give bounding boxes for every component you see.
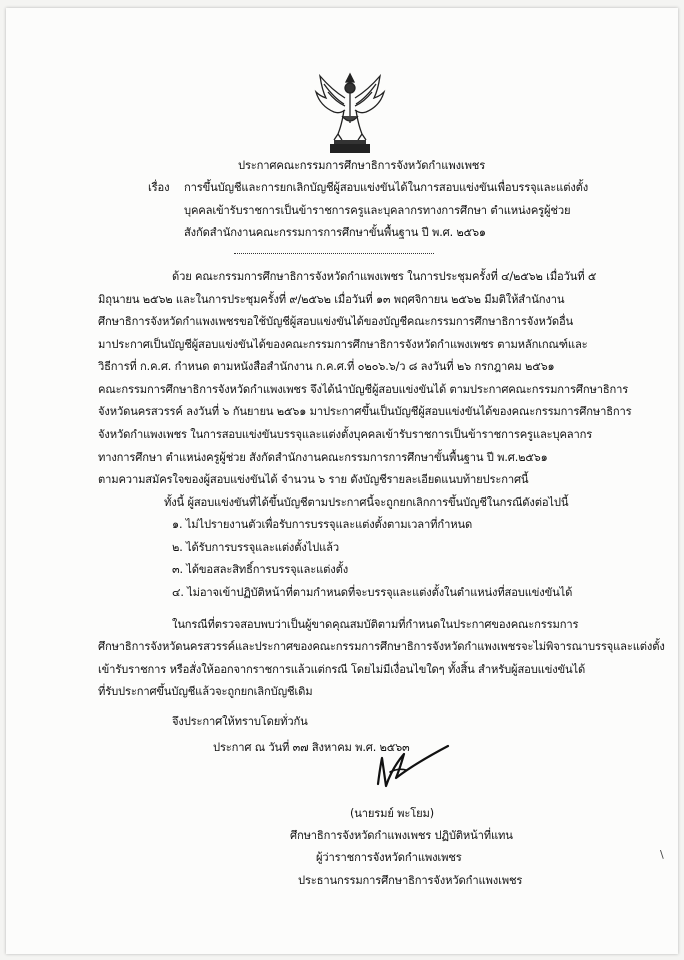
body-line: ในกรณีที่ตรวจสอบพบว่าเป็นผู้ขาดคุณสมบัติตามที่กำหนดในประกาศของคณะกรรมการ	[172, 618, 579, 631]
margin-mark: \	[660, 848, 664, 861]
subject-line: บุคคลเข้ารับราชการเป็นข้าราชการครูและบุคลากรทางการศึกษา ตำแหน่งครูผู้ช่วย	[184, 204, 571, 217]
body-line: จังหวัดกำแพงเพชร ในการสอบแข่งขันบรรจุและแต่งตั้งบุคคลเข้ารับราชการเป็นข้าราชการครูและบุคลากร	[98, 428, 593, 441]
condition-item: ๓. ได้ขอสละสิทธิ์การบรรจุและแต่งตั้ง	[172, 563, 349, 576]
body-line: จังหวัดนครสวรรค์ ลงวันที่ ๖ กันยายน ๒๕๖๑ มาประกาศขึ้นเป็นบัญชีผู้สอบแข่งขันได้ของคณะกรรมการศึกษาธิการ	[98, 405, 632, 418]
body-line: เข้ารับราชการ หรือสั่งให้ออกจากราชการแล้วแต่กรณี โดยไม่มีเงื่อนไขใดๆ ทั้งสิ้น สำหรับผู้สอบแข่งขันได้	[98, 663, 586, 676]
body-line: ทางการศึกษา ตำแหน่งครูผู้ช่วย สังกัดสำนักงานคณะกรรมการการศึกษาขั้นพื้นฐาน ปี พ.ศ.๒๕๖๑	[98, 451, 548, 464]
condition-item: ๒. ได้รับการบรรจุและแต่งตั้งไปแล้ว	[172, 541, 339, 554]
subject-line: สังกัดสำนักงานคณะกรรมการการศึกษาขั้นพื้นฐาน ปี พ.ศ. ๒๕๖๑	[184, 226, 486, 239]
body-line: มิถุนายน ๒๕๖๒ และในการประชุมครั้งที่ ๙/๒๕๖๒ เมื่อวันที่ ๑๓ พฤศจิกายน ๒๕๖๒ มีมติให้สำนักงาน	[98, 293, 565, 306]
conditions-intro: ทั้งนี้ ผู้สอบแข่งขันที่ได้ขึ้นบัญชีตามประกาศนี้จะถูกยกเลิกการขึ้นบัญชีในกรณีดังต่อไปนี้	[164, 496, 569, 509]
subject-line: การขึ้นบัญชีและการยกเลิกบัญชีผู้สอบแข่งขันได้ในการสอบแข่งขันเพื่อบรรจุและแต่งตั้ง	[184, 181, 589, 194]
issuer-title: ประกาศคณะกรรมการศึกษาธิการจังหวัดกำแพงเพชร	[238, 159, 486, 172]
body-line: มาประกาศเป็นบัญชีผู้สอบแข่งขันได้ของคณะกรรมการศึกษาธิการจังหวัดกำแพงเพชร ตามหลักเกณฑ์และ	[98, 338, 588, 351]
condition-item: ๔. ไม่อาจเข้าปฏิบัติหน้าที่ตามกำหนดที่จะบรรจุและแต่งตั้งในตำแหน่งที่สอบแข่งขันได้	[172, 586, 573, 599]
body-line: ศึกษาธิการจังหวัดกำแพงเพชรขอใช้บัญชีผู้สอบแข่งขันได้ของบัญชีคณะกรรมการศึกษาธิการจังหวัดอื่น	[98, 315, 574, 328]
closing-text: จึงประกาศให้ทราบโดยทั่วกัน	[172, 715, 308, 728]
condition-item: ๑. ไม่ไปรายงานตัวเพื่อรับการบรรจุและแต่งตั้งตามเวลาที่กำหนด	[172, 518, 473, 531]
signer-position: ประธานกรรมการศึกษาธิการจังหวัดกำแพงเพชร	[298, 874, 523, 887]
signer-name: (นายรมย์ พะโยม)	[350, 807, 434, 820]
body-line: ด้วย คณะกรรมการศึกษาธิการจังหวัดกำแพงเพชร ในการประชุมครั้งที่ ๔/๒๕๖๒ เมื่อวันที่ ๕	[172, 270, 597, 283]
body-line: ศึกษาธิการจังหวัดนครสวรรค์และประกาศของคณะกรรมการศึกษาธิการจังหวัดกำแพงเพชรจะไม่พิจารณาบรรจุและแต่งตั้ง	[98, 640, 665, 653]
subject-label: เรื่อง	[148, 181, 170, 194]
garuda-emblem	[312, 68, 388, 156]
body-line: วิธีการที่ ก.ค.ศ. กำหนด ตามหนังสือสำนักงาน ก.ค.ศ.ที่ ๐๒๐๖.๖/ว ๘ ลงวันที่ ๒๖ กรกฎาคม ๒๕๖๑	[98, 360, 555, 373]
signer-position: ศึกษาธิการจังหวัดกำแพงเพชร ปฏิบัติหน้าที่แทน	[290, 829, 513, 842]
body-line: ที่รับประกาศขึ้นบัญชีแล้วจะถูกยกเลิกบัญชีเดิม	[98, 685, 313, 698]
body-line: คณะกรรมการศึกษาธิการจังหวัดกำแพงเพชร จึงได้นำบัญชีผู้สอบแข่งขันได้ ตามประกาศคณะกรรมการศึกษาธิการ	[98, 383, 629, 396]
announce-date: ประกาศ ณ วันที่ ๓๗ สิงหาคม พ.ศ. ๒๕๖๓	[213, 741, 410, 754]
handwritten-signature	[370, 728, 460, 798]
separator-dots	[234, 253, 434, 254]
document-page	[6, 8, 678, 954]
signer-position: ผู้ว่าราชการจังหวัดกำแพงเพชร	[316, 851, 462, 864]
body-line: ตามความสมัครใจของผู้สอบแข่งขันได้ จำนวน ๖ ราย ดังบัญชีรายละเอียดแนบท้ายประกาศนี้	[98, 473, 529, 486]
